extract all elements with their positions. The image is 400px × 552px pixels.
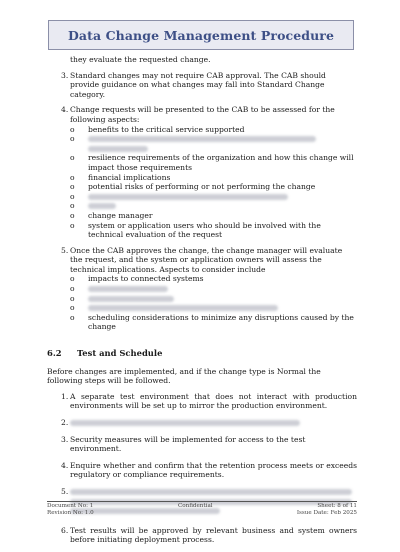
list-item: o scheduling considerations to minimize any disruptions caused by the change (70, 312, 354, 332)
list-item-redacted: o (70, 284, 357, 294)
footer-left: Document No: 1 Revision No: 1.0 (47, 503, 94, 516)
section-title: Test and Schedule (77, 348, 163, 359)
redacted-text (88, 203, 116, 209)
footer-divider (47, 501, 357, 502)
step-1: 1. A separate test environment that does not interact with production environments will be set up to mirror the production environment. (61, 391, 357, 411)
footer-right: Sheet: 8 of 11 Issue Date: Feb 2025 (296, 503, 357, 516)
list-item: o impacts to connected systems (70, 274, 204, 284)
list-item-4 (47, 105, 357, 124)
redacted-text (88, 136, 316, 142)
list-item: o resilience requirements of the organization and how this change will impact those requirements (70, 153, 354, 172)
list-item: o system or application users who should be involved with the technical evaluation of the request (70, 220, 321, 240)
redacted-text (70, 420, 300, 426)
section-heading (47, 349, 357, 359)
section-intro: Before changes are implemented, and if the change type is Normal the following steps will be followed. (47, 366, 321, 386)
item-number: 4. (61, 105, 69, 115)
list-item-3 (47, 71, 357, 100)
document-title-box (48, 20, 354, 50)
aspects-bullet-list (47, 125, 357, 240)
item-number: 3. (61, 70, 69, 80)
document-title: Data Change Management Procedure (67, 27, 335, 43)
step-5: 5. (47, 487, 357, 516)
list-item-redacted: o (70, 134, 357, 153)
redacted-text (88, 146, 148, 152)
list-item-redacted: o (70, 192, 357, 202)
list-item-5 (47, 246, 357, 275)
step-6: 6. Test results will be approved by relevant business and system owners before initiating deployment process. (61, 525, 357, 545)
item-text: Standard changes may not require CAB approval. The CAB should provide guidance on what changes may fall into Standard Change category. (70, 70, 326, 99)
list-item-redacted: o (70, 303, 357, 313)
page-footer (47, 503, 357, 517)
list-item: o change manager (70, 210, 153, 220)
redacted-text (88, 305, 278, 311)
step-4: 4. Enquire whether and confirm that the retention process meets or exceeds regulatory or compliance requirements. (61, 460, 357, 480)
item-text: Change requests will be presented to the CAB to be assessed for the following aspects: (70, 105, 335, 124)
redacted-text (88, 286, 168, 292)
step-3: 3. Security measures will be implemented for access to the test environment. (61, 434, 306, 454)
item-number: 5. (61, 245, 69, 255)
footer-classification: Confidential (177, 503, 213, 509)
step-2: 2. (47, 418, 357, 428)
list-item: o benefits to the critical service supported (70, 124, 245, 134)
list-item: o financial implications (70, 172, 171, 182)
list-item-redacted: o (70, 294, 357, 304)
continued-text: they evaluate the requested change. (70, 55, 211, 64)
document-body (47, 55, 357, 552)
redacted-text (88, 296, 174, 302)
technical-bullet-list (47, 274, 357, 332)
section-number: 6.2 (47, 348, 62, 359)
item-text: Once the CAB approves the change, the change manager will evaluate the request, and the system or application owners will assess the technical implications. Aspects to consider include (70, 245, 343, 274)
list-item: o potential risks of performing or not performing the change (70, 182, 316, 192)
list-item-redacted: o (70, 201, 357, 211)
redacted-text (70, 489, 352, 495)
redacted-text (88, 194, 288, 200)
